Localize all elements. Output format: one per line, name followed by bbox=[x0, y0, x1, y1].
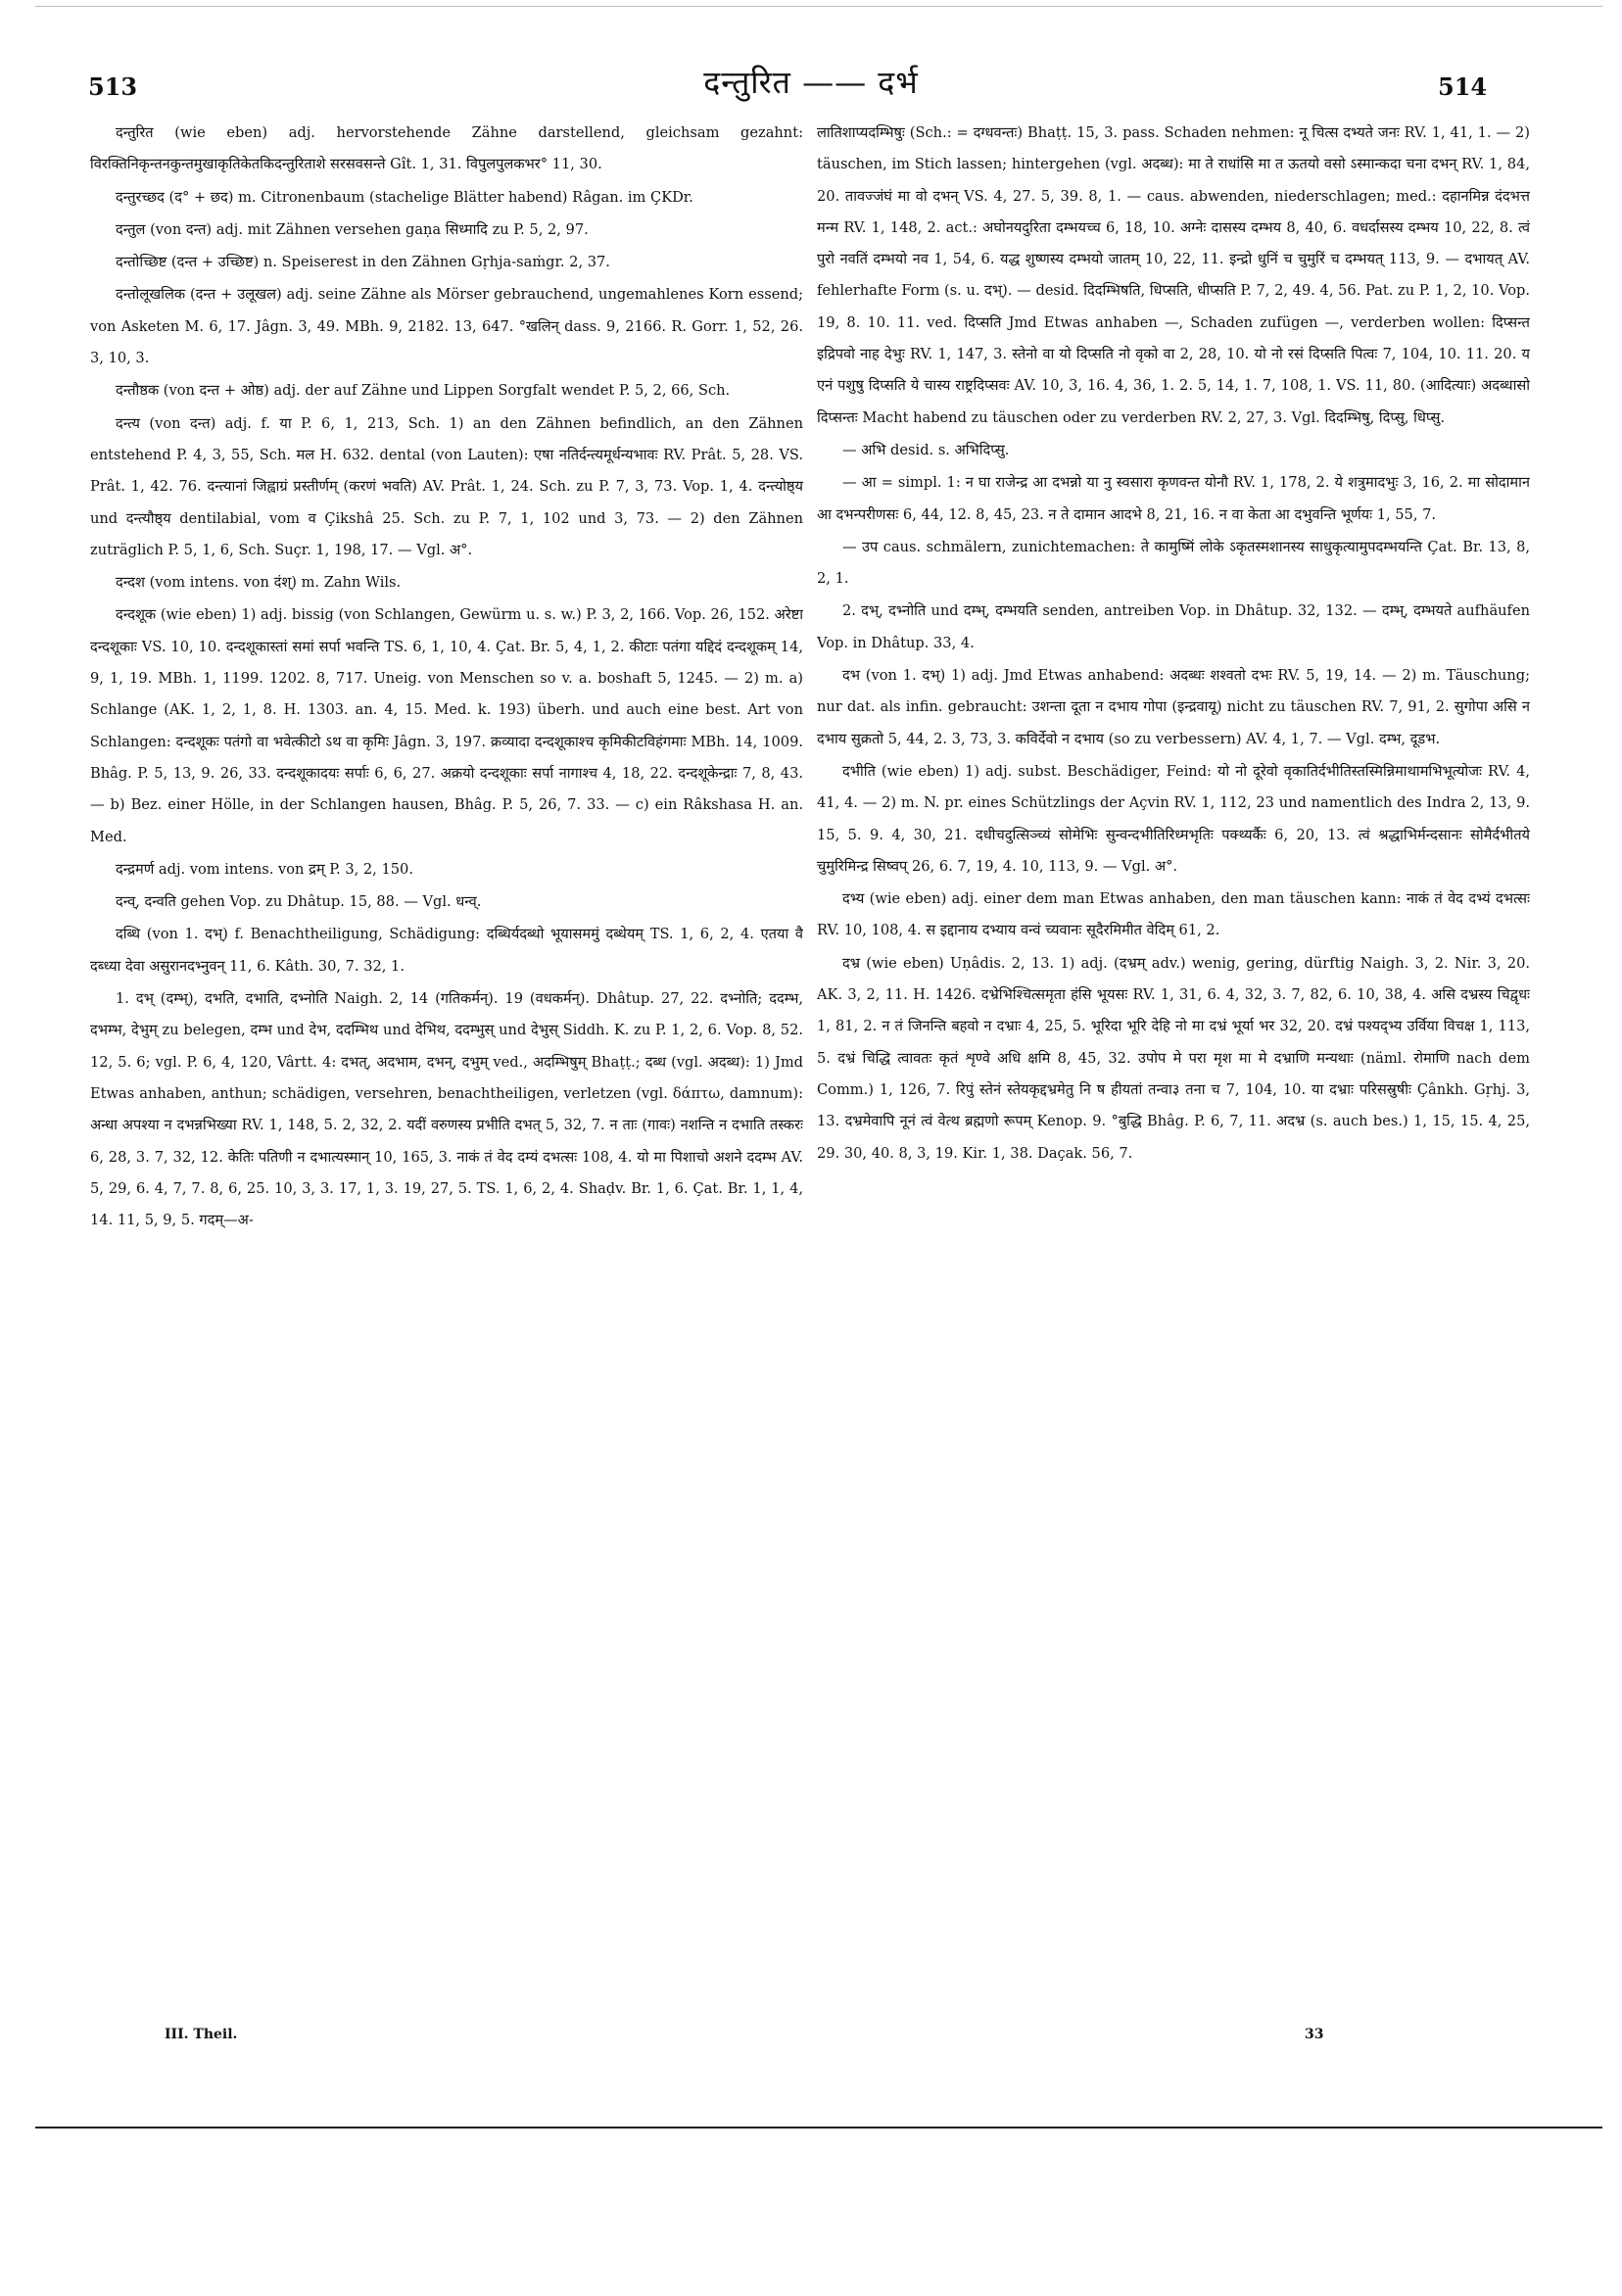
entry-dabh-1: 1. दभ् (दम्भ्), दभति, दभाति, दभ्नोति Naigh. 2, 14 (गतिकर्मन्). 19 (वधकर्मन्). Dhâtup. 27, 22. दभ्नोति; ददम्भ, दभम्भ, देभुम् zu belegen, दम्भ und देभ, ददम्भिथ und देभिथ, ददम्भुस् und देभुस् Siddh. K. zu P. 1, 2, 6. Vop. 8, 52. 12, 5. 6; vgl. P. 6, 4, 120, Vârtt. 4: दभत्, अदभाम, दभन्, दभुम् ved., अदम्भिषुम् Bhaṭṭ.; दब्ध (vgl. अदब्ध): 1) Jmd Etwas anhaben, anthun; schädigen, versehren, benachtheiligen, verletzen (vgl. δάπτω, damnum): अन्धा अपश्या न दभन्नभिख्या RV. 1, 148, 5. 2, 32, 2. यदीं वरुणस्य प्रभीति दभत् 5, 32, 7. न ताः (गावः) नशन्ति न दभाति तस्करः 6, 28, 3. 7, 32, 12. केतिः पतिणी न दभात्यस्मान् 10, 165, 3. नाकं तं वेद दम्यं दभत्सः 108, 4. यो मा पिशाचो अशने ददम्भ AV. 5, 29, 6. 4, 7, 7. 8, 6, 25. 10, 3, 3. 17, 1, 3. 19, 27, 5. TS. 1, 6, 2, 4. Shaḍv. Br. 1, 6. Çat. Br. 1, 1, 4, 14. 11, 5, 9, 5. गदम्—अ- bbox=[90, 990, 803, 1229]
page-number-left: 513 bbox=[88, 72, 138, 101]
entry-dantula: दन्तुल (von दन्त) adj. mit Zähnen versehen gaṇa सिध्मादि zu P. 5, 2, 97. bbox=[116, 220, 589, 238]
right-column bbox=[817, 118, 1530, 2018]
entry-dantaushthaka: दन्तौष्ठक (von दन्त + ओष्ठ) adj. der auf Zähne und Lippen Sorgfalt wendet P. 5, 2, 66, Sch. bbox=[116, 382, 731, 400]
entry-dabhya: दभ्य (wie eben) adj. einer dem man Etwas anhaben, den man täuschen kann: नाकं तं वेद दभ्यं दभत्सः RV. 10, 108, 4. स इद्दानाय दभ्याय वन्वं च्यवानः सूदैरमिमीत वेदिम् 61, 2. bbox=[817, 890, 1530, 939]
bottom-rule bbox=[35, 2127, 1602, 2129]
entry-upa: — उप caus. schmälern, zunichtemachen: ते कामुष्मिं लोके ऽकृतस्मशानस्य साधुकृत्यामुपदम्भयन्ति Çat. Br. 13, 8, 2, 1. bbox=[817, 538, 1530, 588]
page-number-right: 514 bbox=[1438, 72, 1488, 101]
entry-dabh-1-continued: लातिशाप्यदम्भिषुः (Sch.: = दग्धवन्तः) Bhaṭṭ. 15, 3. pass. Schaden nehmen: नू चित्स दभ्यते जनः RV. 1, 41, 1. — 2) täuschen, im Stich lassen; hintergehen (vgl. अदब्ध): मा ते राधांसि मा त ऊतयो वसो ऽस्मान्कदा चना दभन् RV. 1, 84, 20. तावज्जंघं मा वो दभन् VS. 4, 27. 5, 39. 8, 1. — caus. abwenden, niederschlagen; med.: दहानमिन्न दंदभत्त मन्म RV. 1, 148, 2. act.: अघोनयदुरिता दम्भयच्च 6, 18, 10. अग्नेः दासस्य दम्भय 8, 40, 6. वधर्दासस्य दम्भय 10, 22, 8. त्वं पुरो नवतिं दम्भयो नव 1, 54, 6. यद्ध शुष्णस्य दम्भयो जातम् 10, 22, 11. इन्द्रो धुनिं च चुमुरिं च दम्भयत् 113, 9. — दभायत् AV. fehlerhafte Form (s. u. दभ्). — desid. दिदम्भिषति, धिप्सति, धीप्सति P. 7, 2, 49. 4, 56. Pat. zu P. 1, 2, 10. Vop. 19, 8. 10. 11. ved. दिप्सति Jmd Etwas anhaben —, Schaden zufügen —, verderben wollen: दिप्सन्त इद्रिपवो नाह देभुः RV. 1, 147, 3. स्तेनो वा यो दिप्सति नो वृको वा 2, 28, 10. यो नो रसं दिप्सति पित्वः 7, 104, 10. 11. 20. य एनं पशुषु दिप्सति ये चास्य राष्ट्रदिप्सवः AV. 10, 3, 16. 4, 36, 1. 2. 5, 14, 1. 7, 108, 1. VS. 11, 80. (आदित्याः) अदब्धासो दिप्सन्तः Macht habend zu täuschen oder zu verderben RV. 2, 27, 3. Vgl. दिदम्भिषु, दिप्सु, धिप्सु. bbox=[817, 124, 1530, 426]
entry-aa: — आ = simpl. 1: न घा राजेन्द्र आ दभन्नो या नु स्वसारा कृणवन्त योनौ RV. 1, 178, 2. ये शत्रुमादभुः 3, 16, 2. मा सोदामान आ दभन्परीणसः 6, 44, 12. 8, 45, 23. न ते दामान आदभे 8, 21, 16. न वा केता आ दभुवन्ति भूर्णयः 1, 55, 7. bbox=[817, 474, 1530, 523]
entry-dabha: दभ (von 1. दभ्) 1) adj. Jmd Etwas anhabend: अदब्धः शश्वतो दभः RV. 5, 19, 14. — 2) m. Täuschung; nur dat. als infin. gebraucht: उशन्ता दूता न दभाय गोपा (इन्द्रवायू) nicht zu täuschen RV. 7, 91, 2. सुगोपा असि न दभाय सुक्रतो 5, 44, 2. 3, 73, 3. कविर्देवो न दभाय (so zu verbessern) AV. 4, 1, 7. — Vgl. दम्भ, दूडभ. bbox=[817, 667, 1530, 747]
entry-dandasha: दन्दश (vom intens. von दंश्) m. Zahn Wils. bbox=[116, 574, 402, 592]
entry-danturita: दन्तुरित (wie eben) adj. hervorstehende Zähne darstellend, gleichsam gezahnt: विरक्तिनिकृन्तनकुन्तमुखाकृतिकेतकिदन्तुरिताशे सरसवसन्ते Gît. 1, 31. विपुलपुलकभर° 11, 30. bbox=[90, 124, 803, 173]
entry-dantolukhalika: दन्तोलूखलिक (दन्त + उलूखल) adj. seine Zähne als Mörser gebrauchend, ungemahlenes Korn essend; von Asketen M. 6, 17. Jâgn. 3, 49. MBh. 9, 2182. 13, 647. °खलिन् dass. 9, 2166. R. Gorr. 1, 52, 26. 3, 10, 3. bbox=[90, 286, 803, 367]
entry-dantocchishta: दन्तोच्छिष्ट (दन्त + उच्छिष्ट) n. Speiserest in den Zähnen Gṛhja-saṁgr. 2, 37. bbox=[116, 254, 610, 271]
footer-signature: 33 bbox=[1305, 2027, 1324, 2042]
entry-danv: दन्व्, दन्वति gehen Vop. zu Dhâtup. 15, 88. — Vgl. धन्व्. bbox=[116, 893, 482, 911]
entry-dabdhi: दब्धि (von 1. दभ्) f. Benachtheiligung, Schädigung: दब्धिर्यदब्धो भूयासममुं दब्धेयम् TS. 1, 6, 2, 4. एतया वै दब्ध्या देवा असुरानदभ्नुवन् 11, 6. Kâth. 30, 7. 32, 1. bbox=[90, 926, 803, 975]
entry-danturacchada: दन्तुरच्छद (द° + छद) m. Citronenbaum (stachelige Blätter habend) Râgan. im ÇKDr. bbox=[116, 188, 693, 206]
running-header: दन्तुरित —— दर्भ bbox=[703, 64, 919, 101]
left-column bbox=[90, 118, 803, 2018]
entry-abhi: — अभि desid. s. अभिदिप्सु. bbox=[842, 441, 1010, 458]
entry-dandramana: दन्द्रमर्ण adj. vom intens. von द्रम् P. 3, 2, 150. bbox=[116, 860, 413, 878]
top-rule bbox=[35, 6, 1602, 7]
entry-dabhra: दभ्र (wie eben) Uṇâdis. 2, 13. 1) adj. (दभ्रम् adv.) wenig, gering, dürftig Naigh. 3, 2. Nir. 3, 20. AK. 3, 2, 11. H. 1426. दभ्रेभिश्चित्समृता हंसि भूयसः RV. 1, 31, 6. 4, 32, 3. 7, 82, 6. 10, 38, 4. असि दभ्रस्य चिद्वृधः 1, 81, 2. न तं जिनन्ति बहवो न दभ्राः 4, 25, 5. भूरिदा भूरि देहि नो मा दभ्रं भूर्या भर 32, 20. दभ्रं पश्यद्भ्य उर्विया विचक्ष 1, 113, 5. दभ्रं चिद्धि त्वावतः कृतं शृण्वे अधि क्षमि 8, 45, 32. उपोप मे परा मृश मा मे दभ्राणि मन्यथाः (näml. रोमाणि nach dem Comm.) 1, 126, 7. रिपुं स्तेनं स्तेयकृद्दभ्रमेतु नि ष हीयतां तन्वा३ तना च 7, 104, 10. या दभ्राः परिसस्रुषीः Çânkh. Gṛhj. 3, 13. दभ्रमेवापि नूनं त्वं वेत्थ ब्रह्मणो रूपम् Kenop. 9. °बुद्धि Bhâg. P. 6, 7, 11. अदभ्र (s. auch bes.) 1, 15, 15. 4, 25, 29. 30, 40. 8, 3, 19. Kir. 1, 38. Daçak. 56, 7. bbox=[817, 954, 1530, 1162]
entry-dabh-2: 2. दभ्, दभ्नोति und दम्भ्, दम्भयति senden, antreiben Vop. in Dhâtup. 32, 132. — दम्भ्, दम्भयते aufhäufen Vop. in Dhâtup. 33, 4. bbox=[817, 602, 1530, 651]
entry-dandashuka: दन्दशूक (wie eben) 1) adj. bissig (von Schlangen, Gewürm u. s. w.) P. 3, 2, 166. Vop. 26, 152. अरेष्टा दन्दशूकाः VS. 10, 10. दन्दशूकास्तां समां सर्पा भवन्ति TS. 6, 1, 10, 4. Çat. Br. 5, 4, 1, 2. कीटाः पतंगा यद्दिदं दन्दशूकम् 14, 9, 1, 19. MBh. 1, 1199. 1202. 8, 717. Uneig. von Menschen so v. a. boshaft 5, 1245. — 2) m. a) Schlange (AK. 1, 2, 1, 8. H. 1303. an. 4, 15. Med. k. 193) überh. und auch eine best. Art von Schlangen: दन्दशूकः पतंगो वा भवेत्कीटो ऽथ वा कृमिः Jâgn. 3, 197. क्रव्यादा दन्दशूकाश्च कृमिकीटविहंगमाः MBh. 14, 1009. Bhâg. P. 5, 13, 9. 26, 33. दन्दशूकादयः सर्पाः 6, 6, 27. अक्रयो दन्दशूकाः सर्पा नागाश्च 4, 18, 22. दन्दशूकेन्द्राः 7, 8, 43. — b) Bez. einer Hölle, in der Schlangen hausen, Bhâg. P. 5, 26, 7. 33. — c) ein Râkshasa H. an. Med. bbox=[90, 606, 803, 845]
entry-dabhiti: दभीति (wie eben) 1) adj. subst. Beschädiger, Feind: यो नो दूरेवो वृकातिर्दभीतिस्तस्मिन्निमाथामभिभूत्योजः RV. 4, 41, 4. — 2) m. N. pr. eines Schützlings der Açvin RV. 1, 112, 23 und namentlich des Indra 2, 13, 9. 15, 5. 9. 4, 30, 21. दधीचदुत्सिञ्च्यं सोमेभिः सुन्वन्दभीतिरिध्मभृतिः पक्थ्यर्कैः 6, 20, 13. त्वं श्रद्धाभिर्मन्दसानः सोमैर्दभीतये चुमुरिमिन्द्र सिष्वप् 26, 6. 7, 19, 4. 10, 113, 9. — Vgl. अ°. bbox=[817, 762, 1530, 875]
entry-dantya: दन्त्य (von दन्त) adj. f. या P. 6, 1, 213, Sch. 1) an den Zähnen befindlich, an den Zähnen entstehend P. 4, 3, 55, Sch. मल H. 632. dental (von Lauten): एषा नतिर्दन्त्यमूर्धन्यभावः RV. Prât. 5, 28. VS. Prât. 1, 42. 76. दन्त्यानां जिह्वाग्रं प्रस्तीर्णम् (करणं भवति) AV. Prât. 1, 24. Sch. zu P. 7, 3, 73. Vop. 1, 4. दन्त्योष्ठ्य und दन्त्यौष्ठ्य dentilabial, vom व Çikshâ 25. Sch. zu P. 7, 1, 102 und 3, 73. — 2) den Zähnen zuträglich P. 5, 1, 6, Sch. Suçr. 1, 198, 17. — Vgl. अ°. bbox=[90, 414, 803, 558]
footer-volume-label: III. Theil. bbox=[165, 2027, 238, 2042]
